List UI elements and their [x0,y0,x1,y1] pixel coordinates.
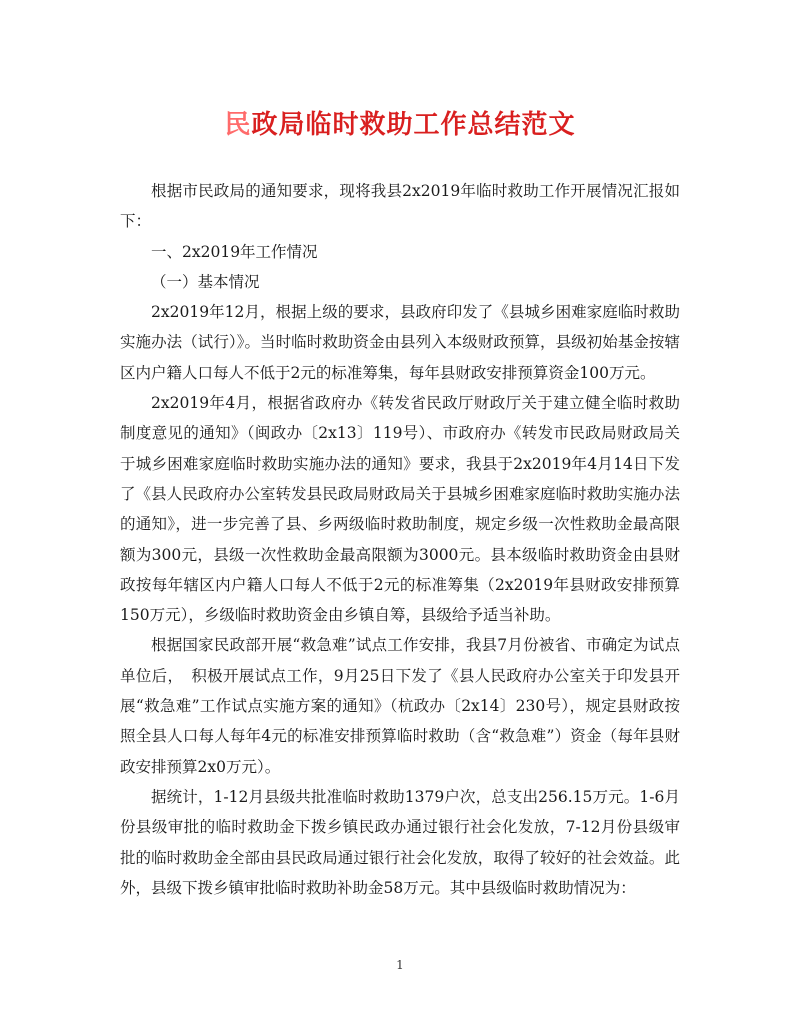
page-number: 1 [396,958,404,972]
title-first-char: 民 [224,110,252,140]
document-body [120,176,680,903]
paragraph-intro: 根据市民政局的通知要求，现将我县2x2019年临时救助工作开展情况汇报如下： [120,182,680,231]
paragraph-statistics: 据统计，1-12月县级共批准临时救助1379户次，总支出256.15万元。1-6月份县级审批的临时救助金下拨乡镇民政办通过银行社会化发放，7-12月份县级审批的临时救助金全部由县民政局通过银行社会化发放，取得了较好的社会效益。此外，县级下拨乡镇审批临时救助补助金58万元。其中县级临时救助情况为： [120,787,680,897]
paragraph-2019-december: 2x2019年12月，根据上级的要求，县政府印发了《县城乡困难家庭临时救助实施办法（试行）》。当时临时救助资金由县列入本级财政预算，县级初始基金按辖区内户籍人口每人不低于2元的标准筹集，每年县财政安排预算资金100万元。 [120,303,680,382]
title-rest: 政局临时救助工作总结范文 [251,110,576,140]
paragraph-pilot: 根据国家民政部开展“救急难”试点工作安排，我县7月份被省、市确定为试点单位后， 积极开展试点工作，9月25日下发了《县人民政府办公室关于印发县开展“救急难”工作试点实施方案的通知》（杭政办〔2x14〕230号），规定县财政按照全县人口每人每年4元的标准安排预算临时救助（含“救急难”）资金（每年县财政安排预算2x0万元）。 [120,636,680,776]
subsection-heading-1: （一）基本情况 [151,272,260,291]
section-heading-1: 一、2x2019年工作情况 [151,242,318,261]
document-title [0,104,800,141]
paragraph-2019-april: 2x2019年4月，根据省政府办《转发省民政厅财政厅关于建立健全临时救助制度意见的通知》（闽政办〔2x13〕119号）、市政府办《转发市民政局财政局关于城乡困难家庭临时救助实施办法的通知》要求，我县于2x2019年4月14日下发了《县人民政府办公室转发县民政局财政局关于县城乡困难家庭临时救助实施办法的通知》，进一步完善了县、乡两级临时救助制度，规定乡级一次性救助金最高限额为300元，县级一次性救助金最高限额为3000元。县本级临时救助资金由县财政按每年辖区内户籍人口每人不低于2元的标准筹集（2x2019年县财政安排预算150万元），乡级临时救助资金由乡镇自筹，县级给予适当补助。 [120,394,680,625]
